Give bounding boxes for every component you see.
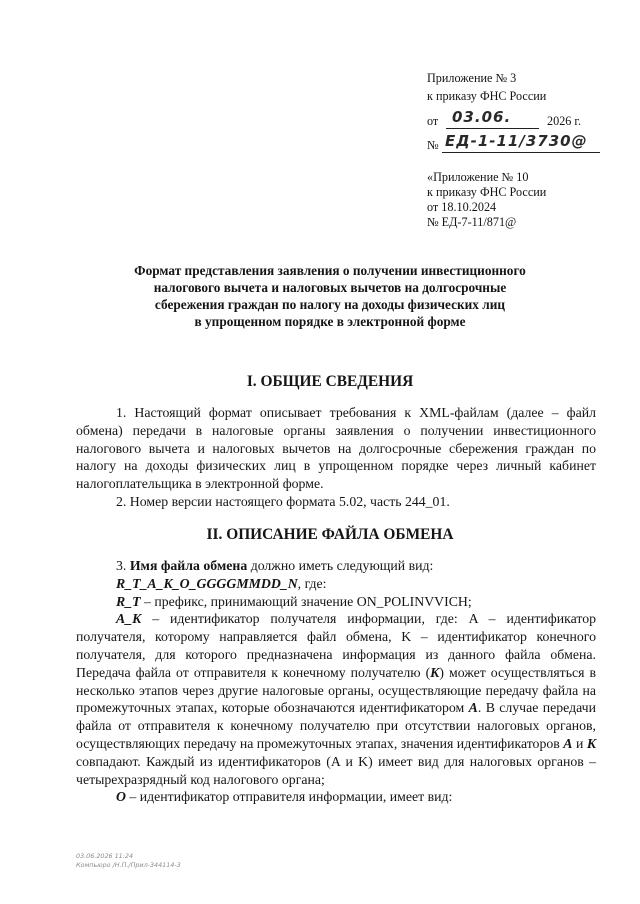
order-year: 2026 г.	[547, 114, 582, 128]
date-underline	[446, 128, 539, 129]
number-underline	[442, 152, 600, 153]
definition-text: ) может осуществляться в несколько этапов через другие налоговые органы, осуществляющие передачу файла на промежуточных этапах, которые обозначаются идентификатором	[76, 664, 596, 716]
prev-order-number: № ЕД-7-11/871@	[427, 215, 517, 229]
definition-text: – идентификатор отправителя информации, имеет вид:	[129, 789, 453, 805]
pattern-code: R_T_A_K_O_GGGGMMDD_N	[116, 575, 298, 591]
title-line: налогового вычета и налоговых вычетов на долгосрочные	[153, 280, 507, 295]
order-number-prefix: №	[427, 138, 439, 152]
handwritten-order-number: ЕД-1-11/3730@	[445, 132, 588, 150]
section-2-body	[76, 557, 596, 806]
handwritten-order-date: 03.06.	[452, 108, 512, 126]
appendix-number: Приложение № 3	[427, 71, 517, 85]
definition-rt	[76, 593, 596, 611]
code-rt: R_T	[116, 593, 141, 609]
code-a: A	[468, 700, 478, 716]
prev-appendix-number: «Приложение № 10	[427, 170, 529, 184]
stamp-line: 03.06.2026 11:24	[76, 852, 134, 860]
definition-text: – идентификатор получателя информации, где: A – идентификатор получателя, которому направляется файл обмена, K – идентификатор конечного получателя, для которого предназначена информация из данного файла обмена. Передача файла от отправителя к конечному получателю (	[76, 611, 596, 680]
paragraph-number: 3.	[116, 558, 127, 573]
definition-text: . В случае передачи файла от отправителя к конечному получателю при отсутствии налоговых органов, осуществляющих передачу на промежуточных этапах, значения идентификаторов	[76, 700, 597, 751]
paragraph-3	[76, 557, 596, 575]
definition-ak	[76, 610, 596, 788]
prev-order-date: от 18.10.2024	[427, 200, 497, 214]
paragraph-2: 2. Номер версии настоящего формата 5.02, часть 244_01.	[116, 493, 450, 509]
conjunction: и	[575, 735, 584, 751]
code-a: A	[563, 735, 573, 751]
paragraph-1: 1. Настоящий формат описывает требования к XML-файлам (далее – файл обмена) передачи в налоговые органы заявления о получении инвестиционного налогового вычета и налоговых вычетов на долгосрочные сбережения граждан по налогу на доходы физических лиц в упрощенном порядке через личный кабинет налогоплательщика в электронной форме.	[76, 405, 596, 492]
code-k: K	[586, 735, 597, 751]
pattern-tail: , где:	[297, 575, 327, 591]
code-ak: A_K	[116, 611, 142, 627]
title-line: сбережения граждан по налогу на доходы физических лиц	[154, 297, 506, 312]
code-o: O	[116, 789, 126, 805]
definition-text: совпадают. Каждый из идентификаторов (A и K) имеет вид для налоговых органов – четырехразрядный код налогового органа;	[76, 753, 596, 787]
title-line: Формат представления заявления о получении инвестиционного	[134, 263, 526, 278]
definition-text: – префикс, принимающий значение ON_POLINVVICH;	[143, 593, 472, 609]
title-line: в упрощенном порядке в электронной форме	[194, 314, 466, 329]
code-k: K	[430, 664, 440, 680]
section-heading: I. ОБЩИЕ СВЕДЕНИЯ	[246, 373, 414, 390]
order-date-prefix: от	[427, 114, 439, 128]
footer-stamp	[76, 852, 181, 869]
definition-o	[76, 788, 596, 806]
paragraph-text: должно иметь следующий вид:	[250, 558, 434, 573]
file-name-pattern	[76, 575, 596, 593]
section-1-body	[76, 404, 596, 511]
document-title	[60, 262, 600, 330]
section-heading: II. ОПИСАНИЕ ФАЙЛА ОБМЕНА	[206, 526, 454, 543]
stamp-line: Компьюро /Н.П./Прил-344114-3	[76, 860, 181, 869]
term-file-name: Имя файла обмена	[129, 558, 248, 573]
order-reference: к приказу ФНС России	[427, 89, 547, 103]
prev-order-reference: к приказу ФНС России	[427, 185, 547, 199]
